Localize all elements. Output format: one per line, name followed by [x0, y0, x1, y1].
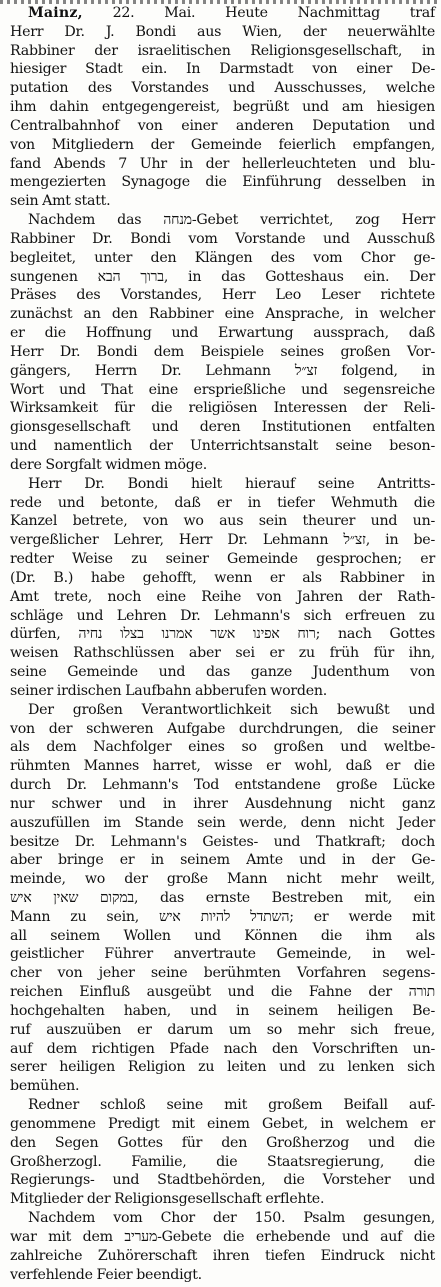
text-line: Wirksamkeit für die religiösen Interessen der Reli- [10, 400, 435, 417]
paragraph-procession [10, 211, 435, 475]
dateline: Mainz, [28, 5, 83, 21]
text-line: dere Sorgfalt widmen möge. [10, 456, 207, 473]
text-line: genommene Predigt mit einem Gebet, in welchem er [10, 1115, 435, 1132]
text-line: gionsgesellschaft und deren Institutionen entfalten [10, 419, 435, 436]
text-line: und namentlich der Unterrichtsanstalt seine beson- [10, 438, 435, 455]
text-line: putation des Vorstandes und Ausschusses, welche [10, 80, 435, 97]
text-line: seiner irdischen Laufbahn abberufen worden. [10, 682, 328, 699]
text-line: Amt trete, noch eine Reihe von Jahren der Rath- [10, 588, 435, 605]
text-line: mengezierten Synagoge die Einführung desselben in [10, 174, 435, 191]
text-line: ihm dahin entgegengereist, begrüßt und am hiesigen [10, 99, 435, 116]
text-line: gängers, Herrn Dr. Lehmann זצ״ל folgend, in [10, 362, 435, 379]
text-line: von der schweren Aufgabe durchdrungen, die seiner [10, 720, 435, 737]
text-line: bemühen. [10, 1078, 80, 1095]
text-line: Mann zu sein, השתדל להיות איש; er werde mit [10, 908, 435, 925]
text-line: als dem Nachfolger eines so großen und weltbe- [10, 739, 435, 756]
text-line: besitze Dr. Lehmann's Geistes- und Thatkraft; doch [10, 833, 435, 850]
text-line: zahlreiche Zuhörerschaft ihren tiefen Eindruck nicht [10, 1247, 435, 1264]
text-line: Nachdem das מנחה-Gebet verrichtet, zog Herr [28, 212, 435, 229]
text-line: Centralbahnhof von einer anderen Deputation und [10, 117, 435, 134]
text-line: ruf auszuüben er darum um so mehr sich freue, [10, 1021, 435, 1038]
text-line: redter Weise zu seiner Gemeinde gesprochen; er [10, 551, 435, 568]
text-line: verfehlende Feier beendigt. [10, 1266, 202, 1283]
text-line: vergeßlicher Lehrer, Herr Dr. Lehmann זצ״ל, in be- [10, 532, 435, 549]
text-line: Der großen Verantwortlichkeit sich bewußt und [28, 701, 435, 718]
text-line: auszufüllen im Stande sein werde, denn nicht Jeder [10, 814, 435, 831]
text-line: all seinem Wollen und Können die ihm als [10, 927, 435, 944]
text-line: nur schwer und in ihrer Ausdehnung nicht ganz [10, 795, 435, 812]
text-line: Rabbiner Dr. Bondi vom Vorstande und Ausschuß [10, 230, 435, 247]
text-line: Mainz, 22. Mai. Heute Nachmittag traf [28, 5, 435, 21]
paragraph-responsibility [10, 701, 435, 1096]
text-line: hochgehalten haben, und in seinem heiligen Be- [10, 1002, 435, 1019]
text-line: hiesiger Stadt ein. In Darmstadt von einer De- [10, 61, 435, 78]
text-line: sein Amt statt. [10, 193, 111, 210]
text-line: rede und betonte, daß er in tiefer Wehmuth die [10, 494, 435, 511]
text-line: durch Dr. Lehmann's Tod entstandene große Lücke [10, 777, 435, 794]
text-line: rühmten Mannes harret, wisse er wohl, daß er die [10, 758, 435, 775]
text-line: aber bringe er in seinem Amte und in der Ge- [10, 852, 435, 869]
text-line: sungenen ברוך הבא, in das Gotteshaus ein. Der [10, 268, 435, 285]
text-line: cher von jeher seine berühmten Vorfahren segens- [10, 965, 435, 982]
text-line: seine Gemeinde und das ganze Judenthum von [10, 664, 435, 681]
paragraph-conclusion [10, 1209, 435, 1284]
text-line: zunächst an den Rabbiner eine Ansprache, in welcher [10, 306, 435, 323]
text-line: meinde, wo der große Mann nicht mehr weilt, [10, 871, 435, 888]
text-line: begleitet, unter den Klängen des vom Chor ge- [10, 249, 435, 266]
text-line: geistlicher Führer anvertraute Gemeinde, in wel- [10, 946, 435, 963]
text-line: Nachdem vom Chor der 150. Psalm gesungen, [28, 1210, 435, 1227]
text-line: weisen Rathschlüssen aber sei er zu früh für ihn, [10, 645, 435, 662]
paragraph-arrival [10, 4, 435, 211]
paragraph-inaugural-speech [10, 475, 435, 701]
text-line: er die Hoffnung und Erwartung aussprach, daß [10, 325, 435, 342]
text-line: Redner schloß seine mit großem Beifall auf- [28, 1097, 435, 1114]
text-line: war mit dem מעריב-Gebete die erhebende und auf die [10, 1228, 435, 1245]
text-line: auf dem richtigen Pfade nach den Vorschriften un- [10, 1040, 435, 1057]
text-line: von Mitgliedern der Gemeinde feierlich empfangen, [10, 136, 435, 153]
text-line: במקום שאין איש, das ernste Bestreben mit, ein [10, 889, 435, 906]
text-line: (Dr. B.) habe gehofft, wenn er als Rabbiner in [10, 569, 435, 586]
text-line: Herr Dr. Bondi dem Beispiele seines großen Vor- [10, 343, 435, 360]
text-line: Wort und That eine ersprießliche und segensreiche [10, 381, 435, 398]
text-line: Mitglieder der Religionsgesellschaft erflehte. [10, 1191, 325, 1208]
text-line: Rabbiner der israelitischen Religionsgesellschaft, in [10, 42, 435, 59]
paragraph-closing-prayer [10, 1096, 435, 1209]
text-line: fand Abends 7 Uhr in der hellerleuchteten und blu- [10, 155, 435, 172]
text-line: Herr Dr. Bondi hielt hierauf seine Antritts- [28, 475, 435, 492]
text-line: Kanzel betrete, von wo aus sein theurer und un- [10, 513, 435, 530]
text-line: Präses des Vorstandes, Herr Leo Leser richtete [10, 287, 435, 304]
text-line: dürfen, רוח אפינו אשר אמרנו בצלו נחיה; nach Gottes [10, 626, 435, 643]
text-line: Regierungs- und Stadtbehörden, die Vorsteher und [10, 1172, 435, 1189]
text-line: Herr Dr. J. Bondi aus Wien, der neuerwählte [10, 23, 435, 40]
text-line: schläge und Lehren Dr. Lehmann's sich erfreuen zu [10, 607, 435, 624]
text-line: den Segen Gottes für den Großherzog und die [10, 1134, 435, 1151]
text-line: Großherzogl. Familie, die Staatsregierung, die [10, 1153, 435, 1170]
text-line: serer heiligen Religion zu leiten und zu lenken sich [10, 1059, 435, 1076]
text-line: reichen Einfluß ausgeübt und die Fahne der תורה [10, 984, 435, 1001]
